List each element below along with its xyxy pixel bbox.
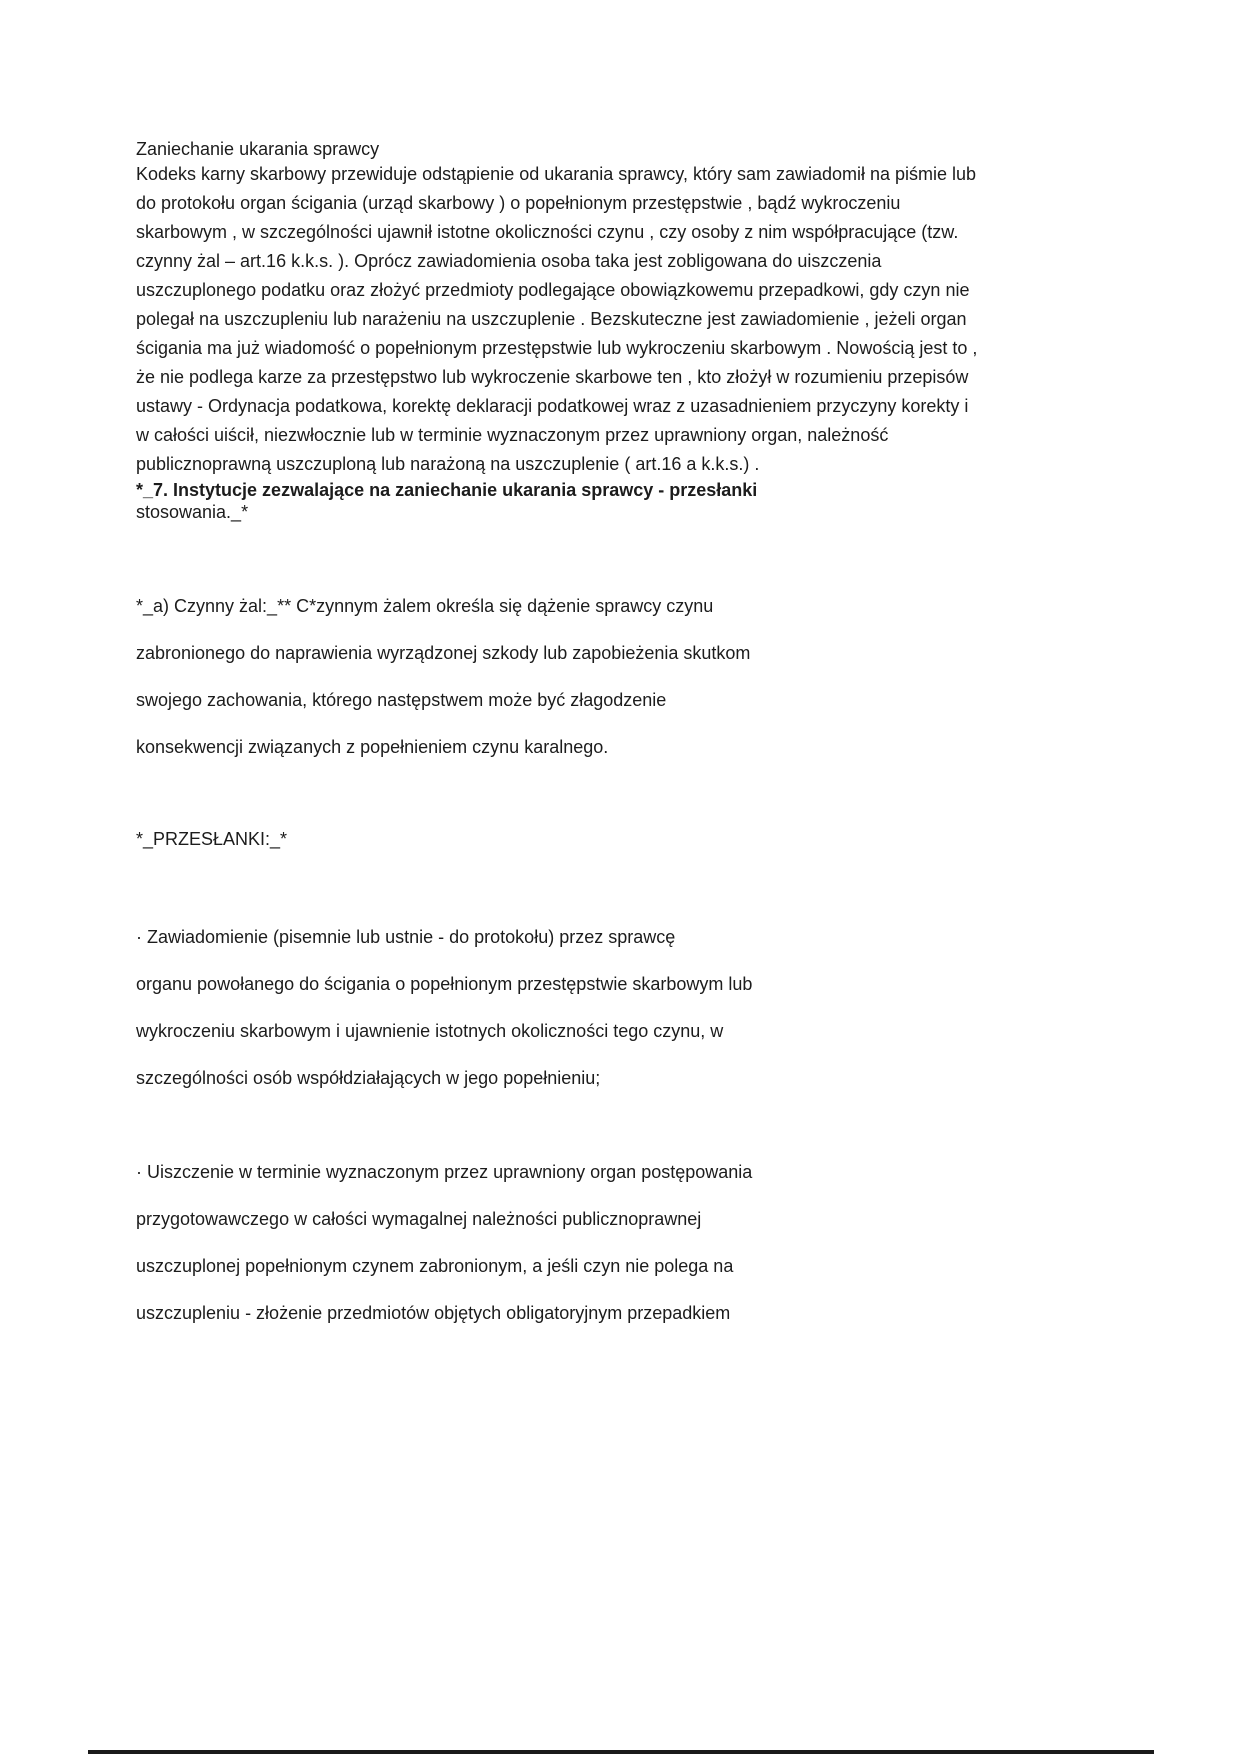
- bullet-item-zawiadomienie: [136, 926, 984, 1089]
- text-line: konsekwencji związanych z popełnieniem czynu karalnego.: [136, 737, 609, 757]
- text-line: · Zawiadomienie (pisemnie lub ustnie - do protokołu) przez sprawcę: [136, 927, 676, 947]
- intro-paragraph: Kodeks karny skarbowy przewiduje odstąpienie od ukarania sprawcy, który sam zawiadomił na piśmie lub do protokołu organ ścigania (urząd skarbowy ) o popełnionym przestępstwie , bądź wykroczeniu skarbowym , w szczególności ujawnił istotne okoliczności czynu , czy osoby z nim współpracujące (tzw. czynny żal – art.16 k.k.s. ). Oprócz zawiadomienia osoba taka jest zobligowana do uiszczenia uszczuplonego podatku oraz złożyć przedmioty podlegające obowiązkowemu przepadkowi, gdy czyn nie polegał na uszczupleniu lub narażeniu na uszczuplenie . Bezskuteczne jest zawiadomienie , jeżeli organ ścigania ma już wiadomość o popełnionym przestępstwie lub wykroczeniu skarbowym . Nowością jest to , że nie podlega karze za przestępstwo lub wykroczenie skarbowe ten , kto złożył w rozumieniu przepisów ustawy - Ordynacja podatkowa, korektę deklaracji podatkowej wraz z uzasadnieniem przyczyny korekty i w całości uiścił, niezwłocznie lub w terminie wyznaczonym przez uprawniony organ, należność publicznoprawną uszczuploną lub narażoną na uszczuplenie ( art.16 a k.k.s.) .: [136, 164, 978, 474]
- przeslanki-heading: *_PRZESŁANKI:_*: [136, 829, 288, 849]
- section-7-heading-line1: *_7. Instytucje zezwalające na zaniechanie ukarania sprawcy - przesłanki: [136, 480, 758, 500]
- text-line: uszczupleniu - złożenie przedmiotów objętych obligatoryjnym przepadkiem: [136, 1303, 731, 1323]
- text-line: organu powołanego do ścigania o popełnionym przestępstwie skarbowym lub: [136, 974, 753, 994]
- bullet-item-uiszczenie: [136, 1161, 984, 1324]
- text-line: zabronionego do naprawienia wyrządzonej szkody lub zapobieżenia skutkom: [136, 643, 751, 663]
- text-line: przygotowawczego w całości wymagalnej należności publicznoprawnej: [136, 1209, 702, 1229]
- text-line: *_a) Czynny żal:_** C*zynnym żalem określa się dążenie sprawcy czynu: [136, 596, 714, 616]
- text-line: · Uiszczenie w terminie wyznaczonym przez uprawniony organ postępowania: [136, 1162, 753, 1182]
- section-a-czynny-zal: [136, 595, 984, 758]
- page-bottom-edge-line: [88, 1750, 1154, 1754]
- document-title: Zaniechanie ukarania sprawcy: [136, 139, 380, 159]
- text-line: wykroczeniu skarbowym i ujawnienie istotnych okoliczności tego czynu, w: [136, 1021, 724, 1041]
- text-line: szczególności osób współdziałających w jego popełnieniu;: [136, 1068, 601, 1088]
- text-line: swojego zachowania, którego następstwem może być złagodzenie: [136, 690, 667, 710]
- section-7-heading-line2: stosowania._*: [136, 502, 249, 522]
- text-line: uszczuplonej popełnionym czynem zabronionym, a jeśli czyn nie polega na: [136, 1256, 734, 1276]
- przeslanki-heading-block: [136, 828, 984, 850]
